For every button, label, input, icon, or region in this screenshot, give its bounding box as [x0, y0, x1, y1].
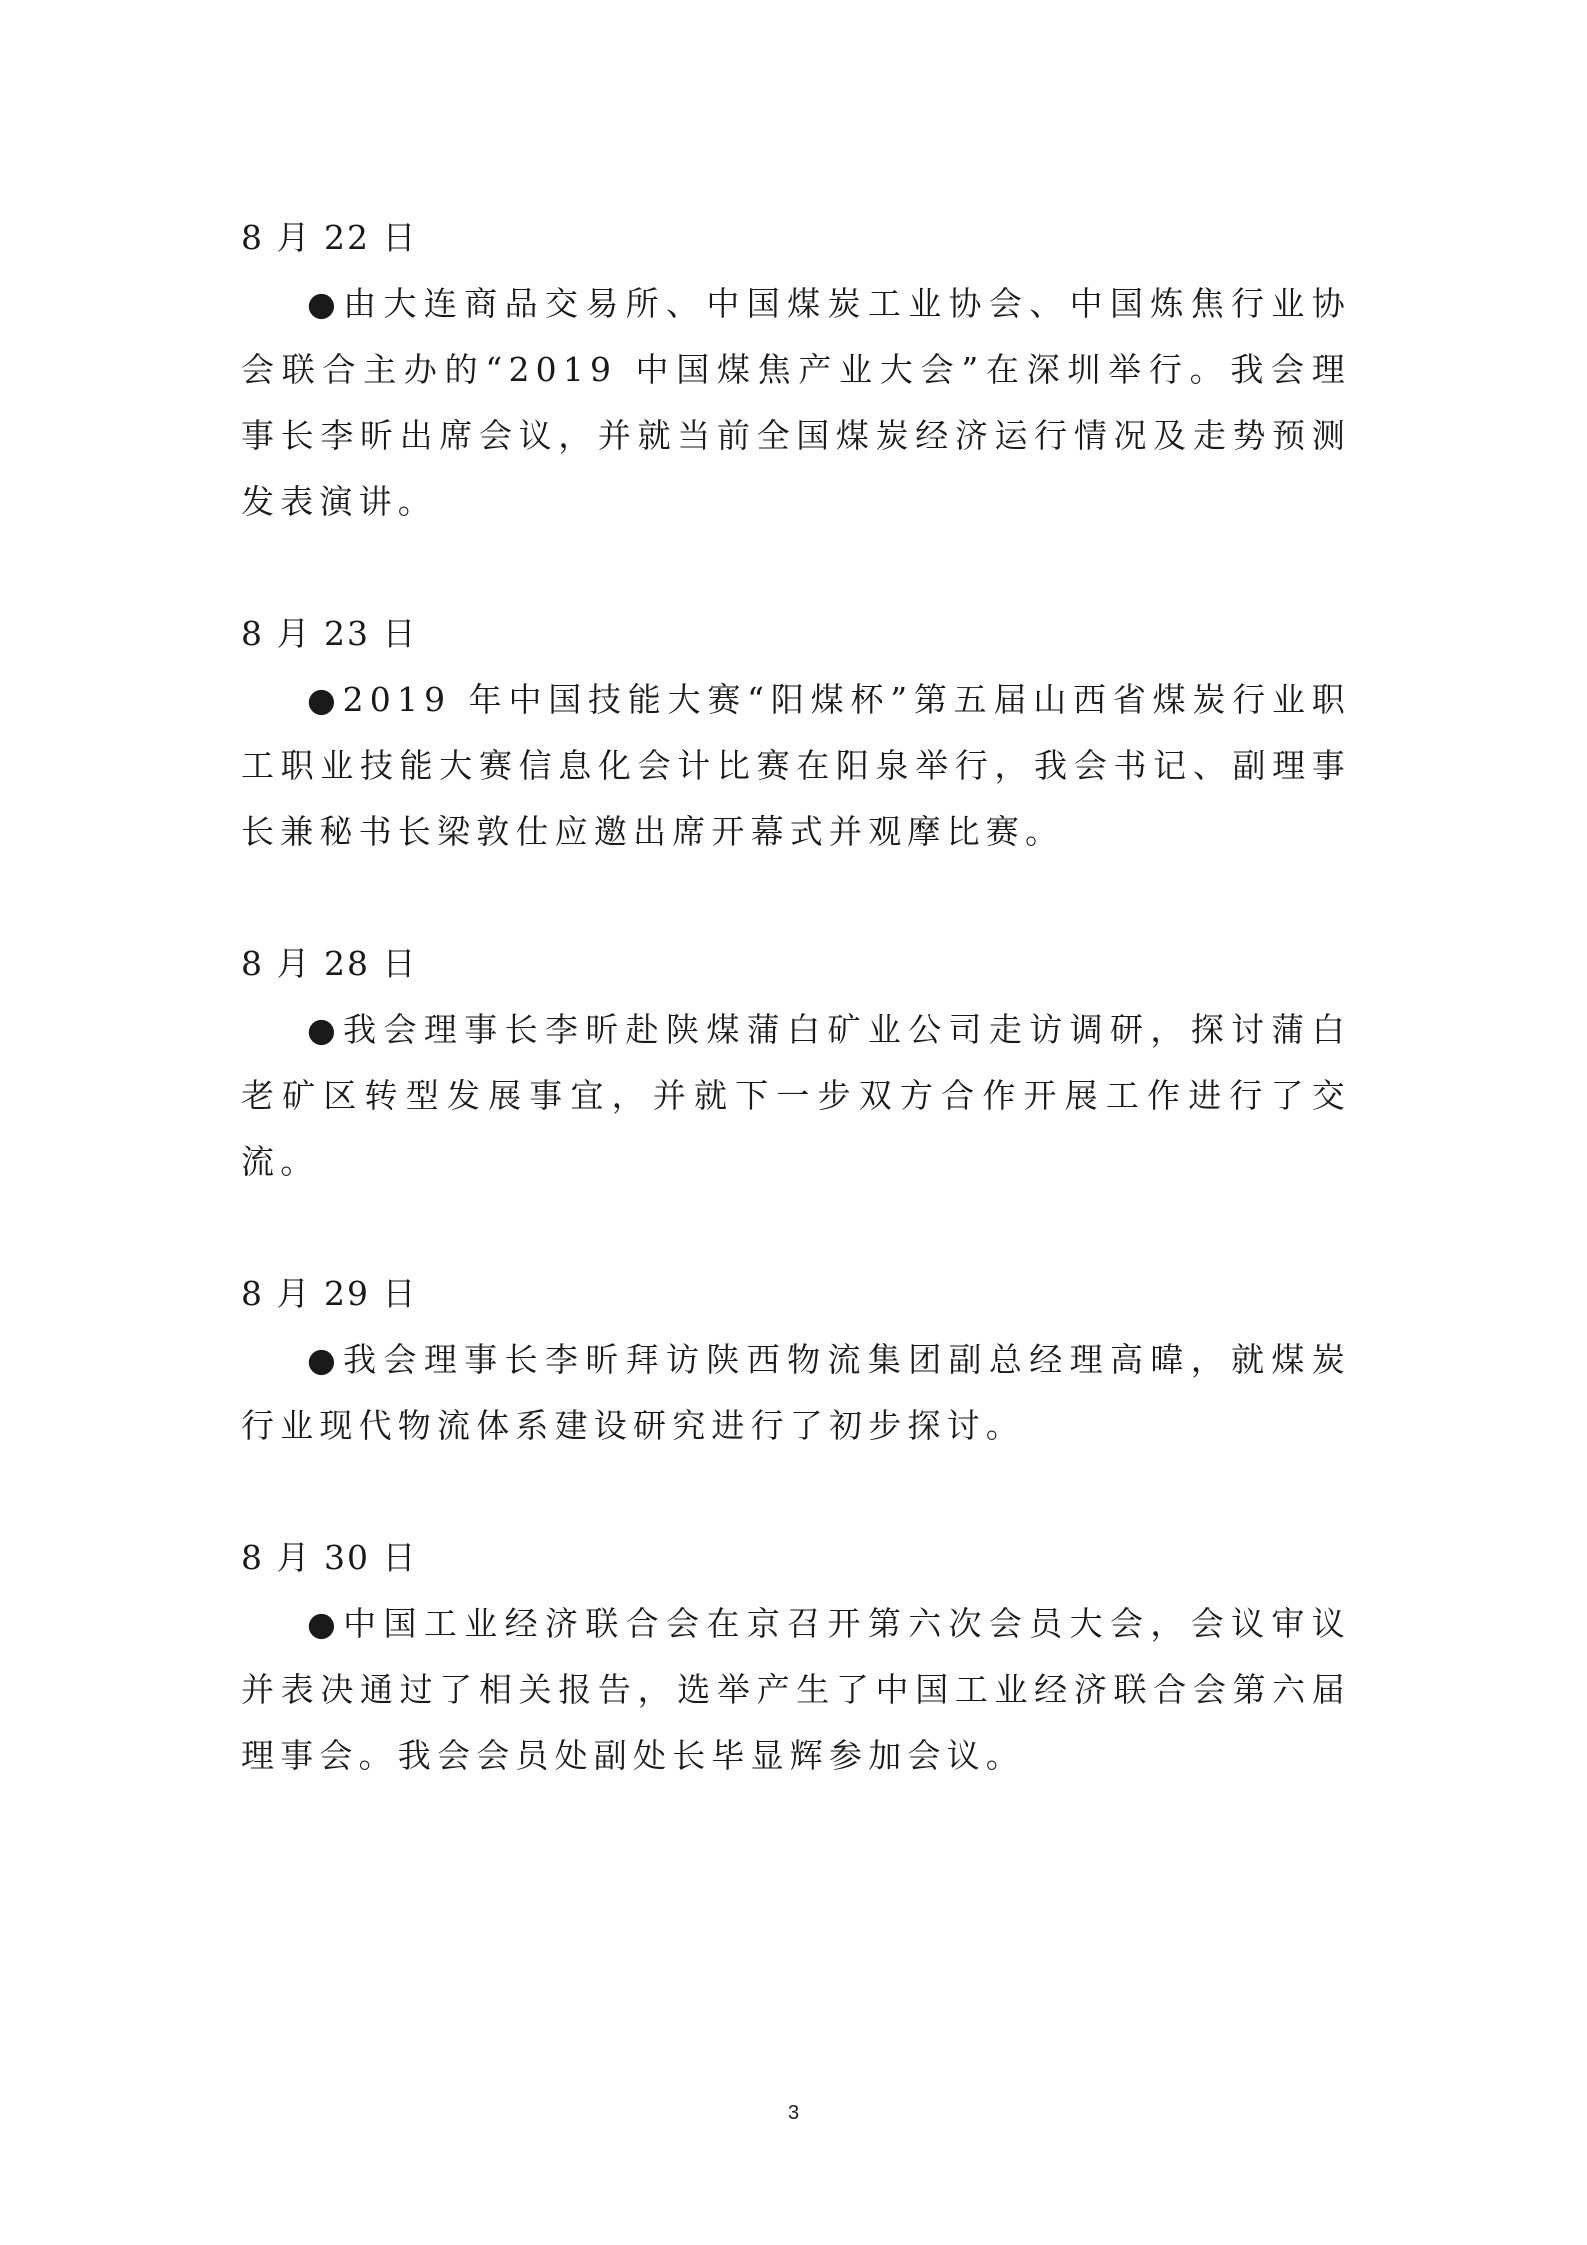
entry-text: ●由大连商品交易所、中国煤炭工业协会、中国炼焦行业协会联合主办的“2019 中国煤焦产业大会”在深圳举行。我会理事长李昕出席会议，并就当前全国煤炭经济运行情况及走势预测发表演讲。	[241, 284, 1351, 521]
page-number: 3	[787, 2102, 800, 2124]
entry-aug-22	[241, 205, 1351, 535]
entry-date: 8 月 23 日	[241, 614, 418, 653]
entry-text: ●2019 年中国技能大赛“阳煤杯”第五届山西省煤炭行业职工职业技能大赛信息化会计比赛在阳泉举行，我会书记、副理事长兼秘书长梁敦仕应邀出席开幕式并观摩比赛。	[241, 680, 1351, 851]
entry-aug-29	[241, 1261, 1351, 1459]
entry-aug-28	[241, 931, 1351, 1195]
entry-text: ●我会理事长李昕赴陕煤蒲白矿业公司走访调研，探讨蒲白老矿区转型发展事宜，并就下一步双方合作开展工作进行了交流。	[241, 1010, 1351, 1181]
entry-date: 8 月 28 日	[241, 944, 418, 983]
entry-aug-30	[241, 1525, 1351, 1789]
entry-text: ●中国工业经济联合会在京召开第六次会员大会，会议审议并表决通过了相关报告，选举产生了中国工业经济联合会第六届理事会。我会会员处副处长毕显辉参加会议。	[241, 1604, 1351, 1775]
entry-aug-23	[241, 601, 1351, 865]
entry-date: 8 月 30 日	[241, 1538, 418, 1577]
entry-date: 8 月 22 日	[241, 218, 418, 257]
document-body	[241, 205, 1351, 1855]
entry-date: 8 月 29 日	[241, 1274, 418, 1313]
entry-text: ●我会理事长李昕拜访陕西物流集团副总经理高暐，就煤炭行业现代物流体系建设研究进行了初步探讨。	[241, 1340, 1351, 1445]
